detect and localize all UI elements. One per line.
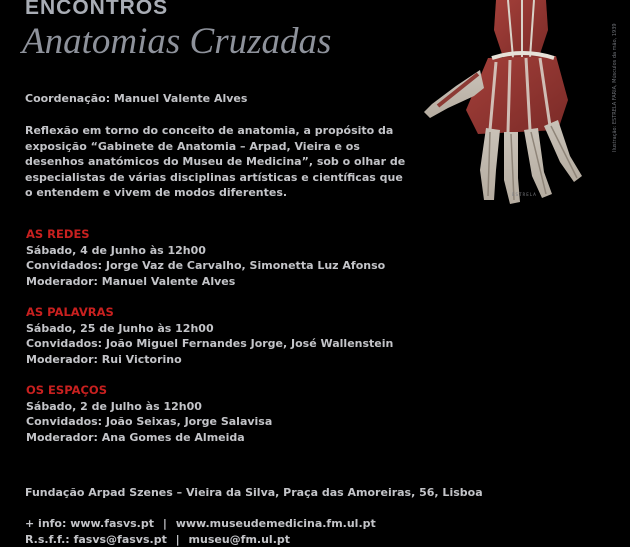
description-line: especialistas de várias disciplinas artísticas e científicas que: [25, 170, 403, 184]
page-title: Anatomias Cruzadas: [22, 21, 332, 62]
anatomical-hand-illustration: [418, 0, 608, 205]
session-as-redes: [26, 227, 426, 290]
series-label: ENCONTROS: [25, 0, 169, 19]
description-line: desenhos anatómicos do Museu de Medicina”, sob o olhar de: [25, 155, 406, 168]
info-label: + info:: [25, 517, 67, 530]
illustration-credit: Ilustração: ESTRELA FARIA, Músculos da mão, 1939: [612, 23, 618, 152]
separator: |: [162, 517, 167, 530]
contacts: [25, 516, 376, 547]
session-moderator: Moderador: Ana Gomes de Almeida: [26, 431, 245, 445]
session-title: AS PALAVRAS: [26, 305, 114, 319]
session-moderator: Moderador: Rui Victorino: [26, 353, 182, 367]
coordination-line: Coordenação: Manuel Valente Alves: [25, 92, 248, 105]
rsvp-label: R.s.f.f.:: [25, 533, 70, 546]
rsvp-line: [25, 532, 376, 547]
session-title: AS REDES: [26, 227, 90, 241]
session-guests: Convidados: Jorge Vaz de Carvalho, Simonetta Luz Afonso: [26, 259, 386, 273]
session-date: Sábado, 25 de Junho às 12h00: [26, 321, 214, 335]
session-date: Sábado, 4 de Junho às 12h00: [26, 243, 206, 257]
session-date: Sábado, 2 de Julho às 12h00: [26, 399, 202, 413]
museum-website-link[interactable]: www.museudemedicina.fm.ul.pt: [175, 517, 376, 530]
separator: |: [175, 533, 180, 546]
session-title: OS ESPAÇOS: [26, 383, 107, 397]
description-line: o entendem e vivem de modos diferentes.: [25, 186, 288, 199]
session-guests: Convidados: João Miguel Fernandes Jorge, José Wallenstein: [26, 337, 394, 351]
session-guests: Convidados: João Seixas, Jorge Salavisa: [26, 415, 273, 429]
description-line: exposição “Gabinete de Anatomia – Arpad, Vieira e os: [25, 139, 360, 153]
venue-address: Fundação Arpad Szenes – Vieira da Silva, Praça das Amoreiras, 56, Lisboa: [25, 486, 483, 499]
session-moderator: Moderador: Manuel Valente Alves: [26, 275, 236, 289]
description-line: Reflexão em torno do conceito de anatomia, a propósito da: [25, 124, 394, 137]
museum-email-link[interactable]: museu@fm.ul.pt: [188, 533, 291, 546]
illustration-signature: ESTRELA: [512, 192, 537, 197]
session-os-espacos: [26, 383, 426, 446]
fasvs-email-link[interactable]: fasvs@fasvs.pt: [73, 533, 167, 546]
info-line: [25, 516, 376, 532]
description: [25, 123, 415, 201]
session-as-palavras: [26, 305, 426, 368]
fasvs-website-link[interactable]: www.fasvs.pt: [70, 517, 154, 530]
